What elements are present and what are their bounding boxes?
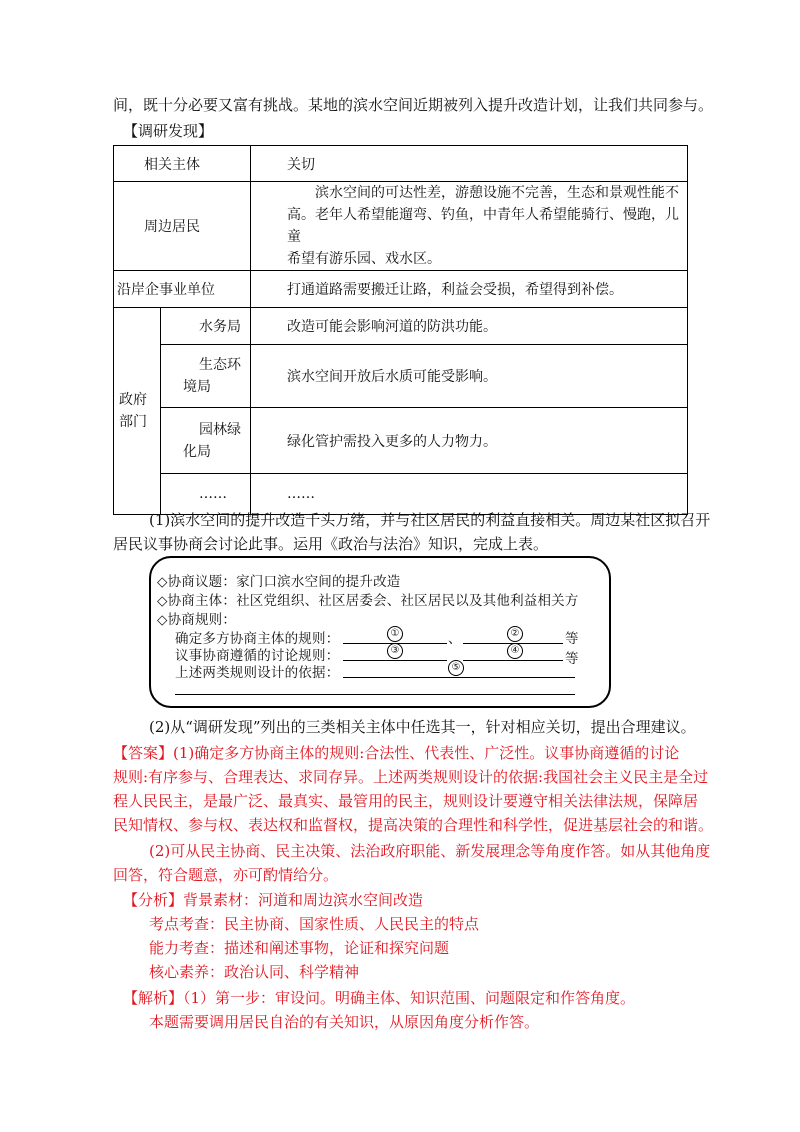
mark-2: ② [507, 626, 523, 642]
enterprises-concern: 打通道路需要搬迁让路，利益会受损，希望得到补偿。 [251, 271, 688, 308]
residents-subject: 周边居民 [114, 182, 251, 271]
box-subjects: ◇协商主体：社区党组织、社区居委会、社区居民以及其他利益相关方 [157, 593, 579, 609]
dept-greening: 园林绿 化局 [161, 408, 251, 474]
answer-line-6: 回答，符合题意，亦可酌情给分。 [113, 866, 339, 884]
enterprises-subject: 沿岸企事业单位 [114, 271, 251, 308]
rule-1-label: 确定多方协商主体的规则： [175, 631, 340, 647]
survey-table [113, 145, 688, 515]
dept-water: 水务局 [161, 308, 251, 345]
blank-4[interactable] [463, 660, 563, 661]
box-topic: ◇协商议题：家门口滨水空间的提升改造 [157, 574, 401, 590]
table-row [114, 271, 688, 308]
question-1-line-1: (1)滨水空间的提升改造千头万绪，并与社区居民的利益直接相关。周边某社区拟召开 [149, 511, 711, 529]
answer-line-5: (2)可从民主协商、民主决策、法治政府职能、新发展理念等角度作答。如从其他角度 [149, 842, 711, 860]
analysis-line-2: 考点考查：民主协商、国家性质、人民民主的特点 [149, 915, 480, 933]
mark-1: ① [387, 626, 403, 642]
analysis-line-1: 【分析】背景素材：河道和周边滨水空间改造 [123, 891, 424, 909]
dept-greening-concern: 绿化管护需投入更多的人力物力。 [251, 408, 688, 474]
mark-3: ③ [387, 643, 403, 659]
table-row [114, 345, 688, 408]
box-rules: ◇协商规则： [157, 612, 237, 628]
blank-5[interactable] [343, 677, 575, 678]
answer-line-2: 规则:有序参与、合理表达、求同存异。上述两类规则设计的依据:我国社会主义民主是全过 [113, 768, 709, 786]
answer-line-1: 【答案】(1)确定多方协商主体的规则:合法性、代表性、广泛性。议事协商遵循的讨论 [113, 744, 680, 762]
residents-concern: 滨水空间的可达性差，游憩设施不完善，生态和景观性能不 高。老年人希望能遛弯、钓鱼，中青年人希望能骑行、慢跑，儿童 希望有游乐园、戏水区。 [251, 182, 688, 271]
analysis-line-4: 核心素养：政治认同、科学精神 [149, 963, 360, 981]
answer-line-4: 民知情权、参与权、表达权和监督权，提高决策的合理性和科学性，促进基层社会的和谐。 [113, 816, 714, 834]
analysis-line-3: 能力考查：描述和阐述事物，论证和探究问题 [149, 939, 450, 957]
intro-text: 间，既十分必要又富有挑战。某地的滨水空间近期被列入提升改造计划，让我们共同参与。 [113, 96, 714, 114]
table-row [114, 308, 688, 345]
dept-water-concern: 改造可能会影响河道的防洪功能。 [251, 308, 688, 345]
separator: 、 [448, 631, 462, 647]
blank-3[interactable] [343, 660, 447, 661]
consultation-box [149, 556, 611, 708]
etc-1: 等 [565, 631, 579, 647]
etc-2: 等 [565, 651, 579, 667]
analysis-line-6: 本题需要调用居民自治的有关知识，从原因角度分析作答。 [149, 1013, 540, 1031]
dept-ecology: 生态环 境局 [161, 345, 251, 408]
mark-4: ④ [507, 643, 523, 659]
analysis-line-5: 【解析】（1）第一步：审设问。明确主体、知识范围、问题限定和作答角度。 [123, 989, 636, 1007]
table-row [114, 408, 688, 474]
table-row [114, 182, 688, 271]
blank-5-extra[interactable] [175, 694, 575, 695]
survey-title: 【调研发现】 [123, 122, 214, 140]
government-label: 政府 部门 [114, 308, 161, 515]
header-concern: 关切 [251, 146, 688, 182]
table-header-row [114, 146, 688, 182]
header-subject: 相关主体 [114, 146, 251, 182]
rule-2-label: 议事协商遵循的讨论规则： [175, 648, 340, 664]
dept-more: …… [161, 474, 251, 515]
dept-ecology-concern: 滨水空间开放后水质可能受影响。 [251, 345, 688, 408]
question-2: (2)从“调研发现”列出的三类相关主体中任选其一，针对相应关切，提出合理建议。 [149, 718, 696, 736]
mark-5: ⑤ [448, 660, 464, 676]
answer-line-3: 程人民民主，是最广泛、最真实、最管用的民主，规则设计要遵守相关法律法规，保障居 [113, 792, 699, 810]
dept-more-concern: …… [251, 474, 688, 515]
rule-3-label: 上述两类规则设计的依据： [175, 665, 340, 681]
question-1-line-2: 居民议事协商会讨论此事。运用《政治与法治》知识，完成上表。 [113, 535, 549, 553]
